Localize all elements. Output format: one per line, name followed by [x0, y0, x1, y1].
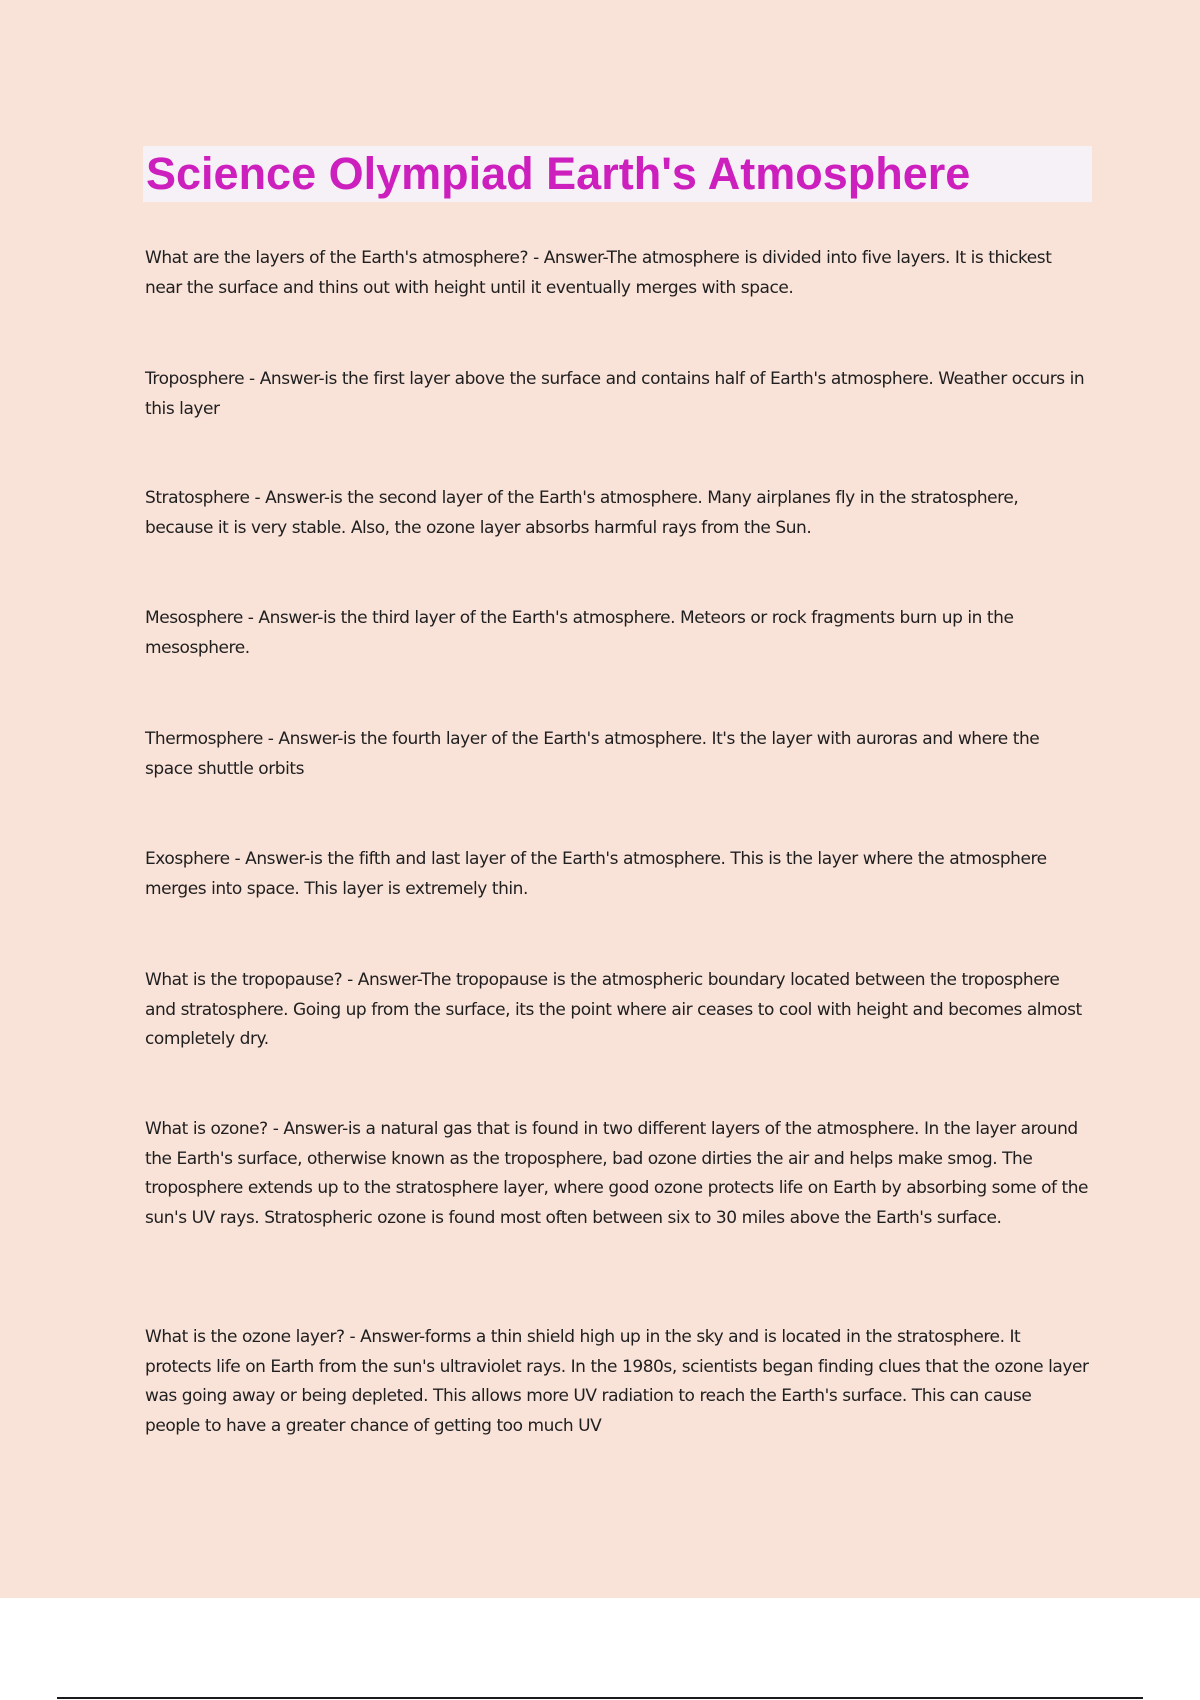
qa-entry-troposphere: Troposphere - Answer-is the first layer above the surface and contains half of Earth's atmosphere. Weather occurs in this layer	[145, 369, 1085, 419]
qa-entry-tropopause: What is the tropopause? - Answer-The tropopause is the atmospheric boundary located between the troposphere and stratosphere. Going up from the surface, its the point where air ceases to cool with height and becomes almost completely dry.	[145, 970, 1082, 1049]
qa-entry-layers: What are the layers of the Earth's atmosphere? - Answer-The atmosphere is divided into five layers. It is thickest near the surface and thins out with height until it eventually merges with space.	[145, 248, 1052, 298]
qa-entry-exosphere: Exosphere - Answer-is the fifth and last layer of the Earth's atmosphere. This is the layer where the atmosphere merges into space. This layer is extremely thin.	[145, 849, 1047, 899]
qa-entry-thermosphere: Thermosphere - Answer-is the fourth layer of the Earth's atmosphere. It's the layer with auroras and where the space shuttle orbits	[145, 729, 1040, 779]
qa-entry-ozone-layer: What is the ozone layer? - Answer-forms a thin shield high up in the sky and is located in the stratosphere. It protects life on Earth from the sun's ultraviolet rays. In the 1980s, scientists began finding clues that the ozone layer was going away or being depleted. This allows more UV radiation to reach the Earth's surface. This can cause people to have a greater chance of getting too much UV	[145, 1327, 1089, 1436]
qa-entry-stratosphere: Stratosphere - Answer-is the second layer of the Earth's atmosphere. Many airplanes fly in the stratosphere, because it is very stable. Also, the ozone layer absorbs harmful rays from the Sun.	[145, 488, 1019, 538]
qa-entry-mesosphere: Mesosphere - Answer-is the third layer of the Earth's atmosphere. Meteors or rock fragments burn up in the mesosphere.	[145, 608, 1014, 658]
page-bottom-rule	[57, 1697, 1143, 1699]
document-title: Science Olympiad Earth's Atmosphere	[146, 148, 971, 199]
qa-entry-ozone: What is ozone? - Answer-is a natural gas that is found in two different layers of the atmosphere. In the layer around the Earth's surface, otherwise known as the troposphere, bad ozone dirties the air and helps make smog. The troposphere extends up to the stratosphere layer, where good ozone protects life on Earth by absorbing some of the sun's UV rays. Stratospheric ozone is found most often between six to 30 miles above the Earth's surface.	[145, 1119, 1089, 1228]
